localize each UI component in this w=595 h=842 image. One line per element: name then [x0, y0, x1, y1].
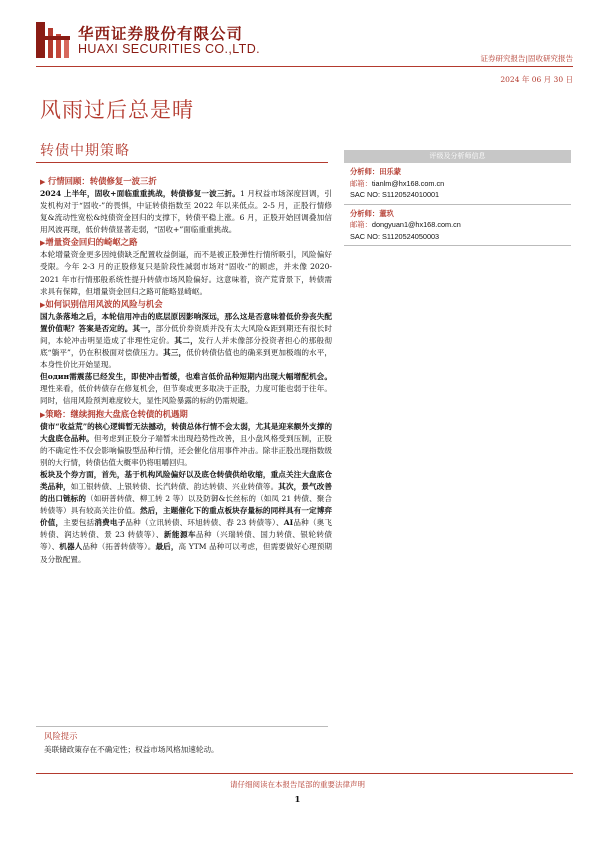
analyst-card	[344, 163, 571, 201]
report-body	[40, 175, 332, 566]
page-subtitle: 转债中期策略	[40, 143, 130, 159]
analyst-name: 董玖	[379, 208, 394, 218]
analyst-card	[344, 205, 571, 243]
analyst-panel	[344, 150, 571, 246]
header-rule	[36, 66, 573, 67]
subtitle-rule	[36, 162, 328, 163]
analyst-label: 分析师：	[350, 208, 380, 218]
risk-text: 美联储政策存在不确定性；权益市场风格加速轮动。	[44, 745, 219, 754]
paragraph: 债市“收益荒”的核心逻辑暂无法撼动，转债总体行情不会太弱，尤其是迎来额外支撑的大盘底仓品种。但考虑到正股分子端暂未出现趋势性改善，且小盘风格受到压制，正股的不确定性不仅会影响偏股型品种行情，还会催化信用事件冲击。除非正股出现指数级别的大行情，转债估值大概率仍将咀嚼回归。	[40, 421, 333, 467]
arrow-icon: ▶	[40, 409, 46, 419]
report-date: 2024 年 06 月 30 日	[500, 75, 573, 84]
email-label: 邮箱：	[350, 178, 372, 188]
page-number: 1	[294, 795, 301, 805]
analyst-email[interactable]: tianlm@hx168.com.cn	[371, 178, 445, 188]
analyst-email[interactable]: dongyuan1@hx168.com.cn	[371, 220, 461, 229]
section-heading: ▶策略：继续拥抱大盘底仓转债的机遇期	[40, 408, 188, 419]
analyst-sac: SAC NO: S1120524010001	[350, 190, 440, 199]
arrow-icon: ▶	[40, 177, 48, 186]
paragraph: 但один需震荡已经发生，即使冲击暂缓，也难言低价品种短期内出现大幅增配机会。理性来看，低价转债存在修复机会，但节奏或更多取决于正股，力度可能也弱于往年。同时，信用风险预判难度较大，显性风险暴露的标的仍需规避。	[40, 372, 332, 406]
paragraph: 板块及个券方面，首先，基于机构风险偏好以及底仓转债供给收缩，重点关注大盘底仓类品种，如工银转债、上银转债、长汽转债、韵达转债、兴业转债等。其次，景气改善的出口链标的（如研普转债、柳工转 2 等）以及防御&长丝标的（如凤 21 转债、聚合转债等）具有较高关注价值。然后，主题催化下的重点板块存量标的同样具有一定博弈价值，主要包括消费电子品种（立讯转债、环旭转债、春 23 转债等）、AI品种（奥飞转债、润达转债、景 23 转债等）、新能源车品种（兴瑞转债、国力转债、银轮转债等）、机器人品种（拓普转债等）。最后，高 YTM 品种可以考虑，但需要做好心理预期及分散配置。	[40, 469, 333, 564]
arrow-icon: ▶	[40, 238, 46, 248]
analyst-label: 分析师：	[350, 167, 380, 176]
analyst-divider	[344, 245, 571, 246]
risk-title: 风险提示	[44, 731, 78, 741]
risk-rule	[36, 726, 328, 727]
paragraph: 本轮增量资金更多因纯债缺乏配置收益倒逼，而不是被正股弹性行情所吸引，风险偏好受限。今年 2-3 月的正股修复只是阶段性减弱市场对“固收-”的顾虑，并未像 2020-2021 年市行情那般系统性提升转债市场风险偏好。这意味着，资产荒背景下，转债需求具有保障，但增量资金回归之路可能略显崎岖。	[40, 250, 332, 296]
arrow-icon: ▶	[40, 299, 46, 309]
huaxi-logo-icon	[36, 22, 70, 58]
brand-name-cn: 华西证券股份有限公司	[78, 25, 244, 43]
email-label: 邮箱：	[350, 220, 372, 229]
analyst-panel-title: 评级及分析师信息	[344, 150, 571, 163]
footer-rule	[36, 773, 573, 774]
legal-disclaimer[interactable]: 请仔细阅读在本报告尾部的重要法律声明	[230, 780, 365, 789]
report-type: 证券研究报告|固收研究报告	[480, 54, 573, 63]
paragraph: 国九条落地之后，本轮信用冲击的底层原因影响深远，那么这是否意味着低价券丧失配置价值呢？答案是否定的。其一，部分低价券资质并没有太大风险&距到期还有很长时间，本轮冲击明显造成了非理性定价。其二，发行人并未像部分投资者担心的那般彻底“躺平”，仍在积极面对偿债压力。其三，低价转债估值也的确来到更加极端的水平，本身性价比开始显现。	[40, 311, 333, 370]
section-heading: ▶ 行情回顾：转债修复一波三折	[40, 176, 157, 186]
page-title: 风雨过后总是晴	[40, 98, 194, 122]
paragraph: 2024 上半年，固收+面临重重挑战，转债修复一波三折。1 月权益市场深度回调，引发机构对于“固收-”的畏惧，中证转债指数至 2022 年以来低点。2-5 月，正股行情修复&流动性宽松&纯债资金回归的支撑下，转债平稳上涨。6 月，正股开始回调叠加信用风波再现，低价转债显著走弱，“固收+”面临重重挑战。	[40, 189, 333, 235]
analyst-sac: SAC NO: S1120524050003	[350, 231, 440, 241]
section-heading: ▶如何识别信用风波的风险与机会	[40, 298, 163, 309]
analyst-name: 田乐蒙	[379, 167, 402, 176]
section-heading: ▶增量资金回归的崎岖之路	[40, 237, 138, 248]
brand-name-en: HUAXI SECURITIES CO.,LTD.	[78, 42, 261, 56]
